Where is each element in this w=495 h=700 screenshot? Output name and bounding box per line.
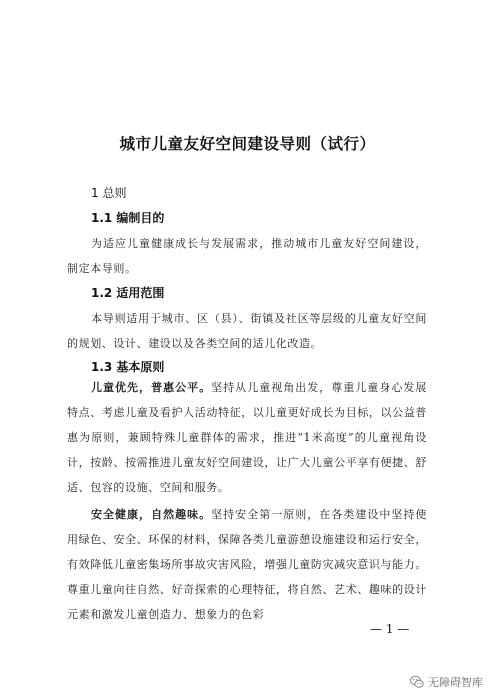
principle-2-lead: 安全健康，自然趣味。 xyxy=(91,508,212,521)
watermark-text: 无障碍智库 xyxy=(428,676,483,689)
subsection-heading-1-1: 1.1 编制目的 xyxy=(91,211,165,225)
watermark xyxy=(410,674,483,690)
section-heading-1: 1 总则 xyxy=(91,186,127,200)
paragraph-1-2: 本导则适用于城市、区（县）、街镇及社区等层级的儿童友好空间的规划、设计、建设以及各类空间的适儿化改造。 xyxy=(67,312,427,350)
principle-1-lead: 儿童优先，普惠公平。 xyxy=(91,381,212,394)
paragraph-principle-1 xyxy=(67,375,427,500)
paragraph-1-1: 为适应儿童健康成长与发展需求，推动城市儿童友好空间建设，制定本导则。 xyxy=(67,237,427,275)
wechat-icon xyxy=(410,675,424,689)
principle-1-text: 坚持从儿童视角出发，尊重儿童身心发展特点、考虑儿童及看护人活动特征，以儿童更好成长为目标，以公益普惠为原则，兼顾特殊儿童群体的需求，推进“1米高度”的儿童视角设计，按龄、按需推进儿童友好空间建设，让广大儿童公平享有便捷、舒适、包容的设施、空间和服务。 xyxy=(67,381,427,494)
document-title: 城市儿童友好空间建设导则（试行） xyxy=(119,135,376,153)
subsection-heading-1-2: 1.2 适用范围 xyxy=(91,286,165,300)
page-number: — 1 — xyxy=(370,622,410,636)
principle-2-text: 坚持安全第一原则，在各类建设中坚持使用绿色、安全、环保的材料，保障各类儿童游憩设施建设和运行安全，有效降低儿童密集场所事故灾害风险，增强儿童防灾减灾意识与能力。尊重儿童向往自然、好奇探索的心理特征，将自然、艺术、趣味的设计元素和激发儿童创造力、想象力的色彩 xyxy=(67,508,427,621)
subsection-heading-1-3: 1.3 基本原则 xyxy=(91,360,165,374)
paragraph-principle-2 xyxy=(67,502,427,627)
